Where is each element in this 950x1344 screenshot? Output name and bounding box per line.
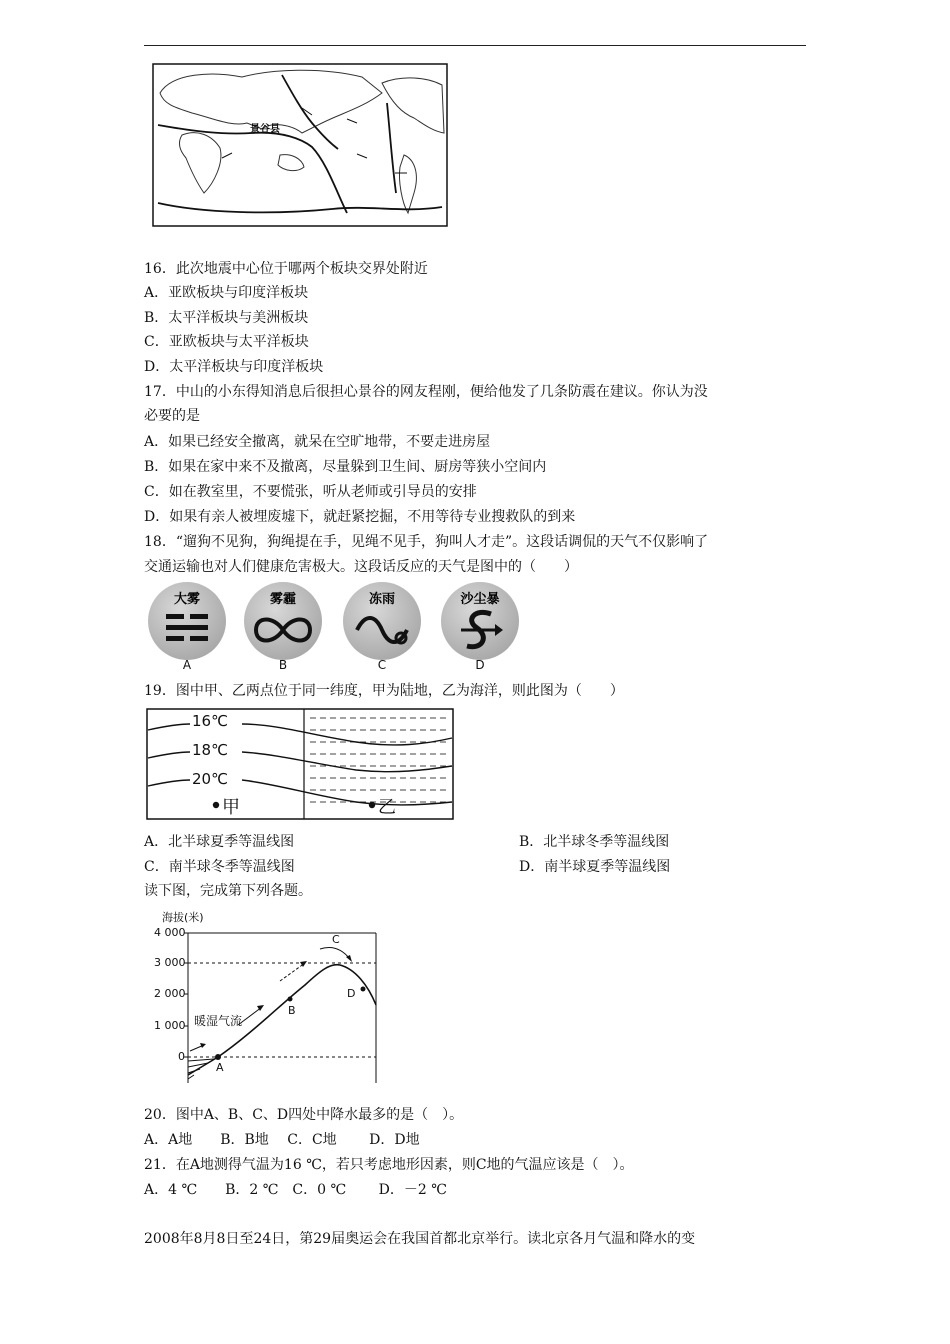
q19-stem: 19．图中甲、乙两点位于同一纬度，甲为陆地，乙为海洋，则此图为（ ） xyxy=(144,683,624,699)
point-b: B xyxy=(288,1004,296,1017)
isotherm-label-18: 18℃ xyxy=(192,741,228,759)
badge-letter-b: B xyxy=(278,658,288,672)
q17-option-b: B．如果在家中来不及撤离，尽量躲到卫生间、厨房等狭小空间内 xyxy=(144,459,547,475)
sandstorm-icon xyxy=(455,606,505,654)
point-c: C xyxy=(332,933,340,946)
tick-3000: 3 000 xyxy=(154,956,186,969)
badge-freezing-rain xyxy=(343,582,421,660)
airflow-label: 暖湿气流 xyxy=(194,1014,243,1028)
q18-stem-2: 交通运输也对人们健康危害极大。这段话反应的天气是图中的（ ） xyxy=(144,559,578,575)
badge-letter-d: D xyxy=(475,658,485,672)
closing-text: 2008年8月8日至24日，第29届奥运会在我国首都北京举行。读北京各月气温和降水的变 xyxy=(144,1231,696,1247)
isotherm-figure xyxy=(146,708,454,820)
q17-option-c: C．如在教室里，不要慌张，听从老师或引导员的安排 xyxy=(144,484,477,500)
tick-1000: 1 000 xyxy=(154,1019,186,1032)
q19-option-c: C．南半球冬季等温线图 xyxy=(144,859,295,875)
badge-sandstorm-title: 沙尘暴 xyxy=(460,592,500,607)
q20-stem: 20．图中A、B、C、D四处中降水最多的是（ ）。 xyxy=(144,1107,464,1123)
q19-option-d: D．南半球夏季等温线图 xyxy=(519,859,671,875)
q16-stem: 16．此次地震中心位于哪两个板块交界处附近 xyxy=(144,261,428,277)
tick-2000: 2 000 xyxy=(154,987,186,1000)
point-a: A xyxy=(216,1061,224,1074)
tick-4000: 4 000 xyxy=(154,926,186,939)
q17-option-d: D．如果有亲人被埋废墟下，就赶紧挖掘，不用等待专业搜救队的到来 xyxy=(144,509,576,525)
isotherm-label-20: 20℃ xyxy=(192,770,228,788)
q21-stem: 21．在A地测得气温为16 ℃，若只考虑地形因素，则C地的气温应该是（ ）。 xyxy=(144,1157,634,1173)
badge-fog-title: 大雾 xyxy=(173,592,200,607)
badge-haze-title: 雾霾 xyxy=(269,592,296,607)
q16-option-c: C．亚欧板块与太平洋板块 xyxy=(144,334,309,350)
q17-stem-1: 17．中山的小东得知消息后很担心景谷的网友程刚，便给他发了几条防震在建议。你认为没 xyxy=(144,384,708,400)
q19-option-a: A．北半球夏季等温线图 xyxy=(144,834,295,850)
q17-option-a: A．如果已经安全撤离，就呆在空旷地带，不要走进房屋 xyxy=(144,434,491,450)
point-land-label: 甲 xyxy=(222,797,240,818)
badge-freezing-rain-title: 冻雨 xyxy=(368,592,395,607)
q16-option-d: D．太平洋板块与印度洋板块 xyxy=(144,359,324,375)
plate-map xyxy=(152,63,448,227)
haze-icon xyxy=(252,610,314,650)
elevation-ylabel: 海拔(米) xyxy=(162,911,204,924)
freezing-rain-icon xyxy=(353,610,411,650)
q18-stem-1: 18．“遛狗不见狗，狗绳提在手，见绳不见手，狗叫人才走”。这段话调侃的天气不仅影响了 xyxy=(144,534,709,550)
plate-map-svg xyxy=(152,63,448,227)
point-sea-label: 乙 xyxy=(378,797,396,818)
q20-options: A．A地 B．B地 C．C地 D．D地 xyxy=(144,1132,420,1148)
intro-text: 读下图，完成第下列各题。 xyxy=(144,883,312,899)
badge-haze xyxy=(244,582,322,660)
header-rule xyxy=(144,45,806,46)
badge-letter-c: C xyxy=(377,658,387,672)
q19-option-b: B．北半球冬季等温线图 xyxy=(519,834,670,850)
badge-fog xyxy=(148,582,226,660)
isotherm-label-16: 16℃ xyxy=(192,712,228,730)
badge-sandstorm xyxy=(441,582,519,660)
q17-stem-2: 必要的是 xyxy=(144,408,200,424)
point-d: D xyxy=(347,987,356,1000)
q16-option-b: B．太平洋板块与美洲板块 xyxy=(144,310,309,326)
badge-letter-a: A xyxy=(182,658,192,672)
elevation-profile xyxy=(140,905,380,1085)
q21-options: A．4 ℃ B．2 ℃ C．0 ℃ D．－2 ℃ xyxy=(144,1182,447,1198)
q16-option-a: A．亚欧板块与印度洋板块 xyxy=(144,285,309,301)
fog-icon xyxy=(162,610,212,650)
tick-0: 0 xyxy=(178,1050,185,1063)
map-label: 景谷县 xyxy=(250,124,280,135)
